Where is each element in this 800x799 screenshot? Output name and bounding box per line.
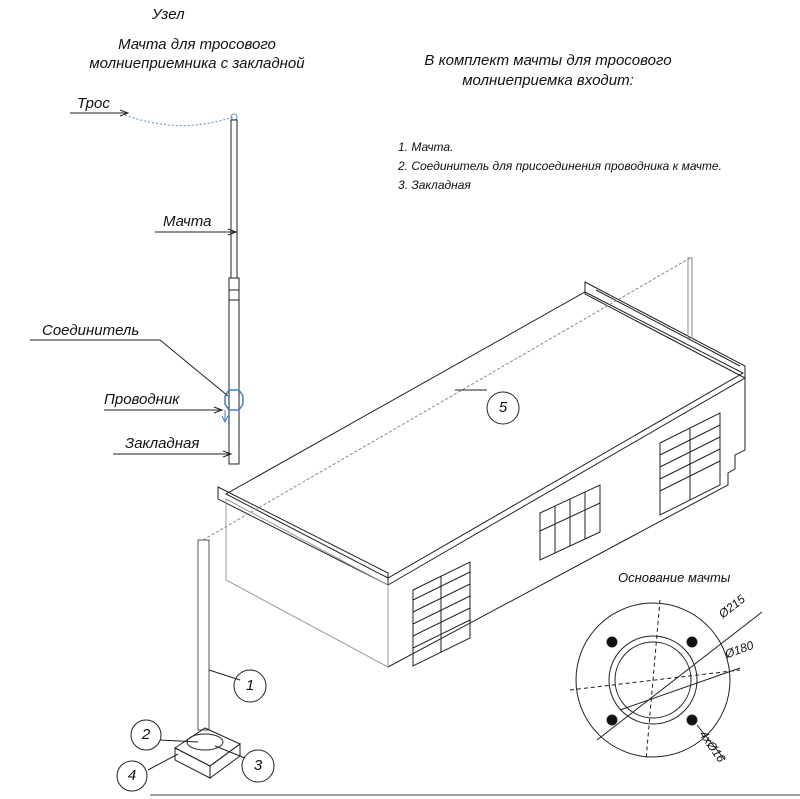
bolt-hole <box>687 715 697 725</box>
connector-clamp <box>225 390 243 410</box>
label-cable: Трос <box>77 95 110 112</box>
dim-holes: 4xØ16 <box>696 728 729 765</box>
dim-inner-diameter: Ø180 <box>723 637 756 662</box>
cable-line <box>125 115 233 126</box>
mast-lower <box>229 278 239 464</box>
base-plan <box>570 600 762 760</box>
callout-4: 4 <box>127 767 137 784</box>
callout-5: 5 <box>498 399 508 416</box>
callout-3: 3 <box>253 757 263 774</box>
kit-list <box>398 138 722 195</box>
node-subtitle-line2: молниеприемника с закладной <box>89 55 305 72</box>
dim-outer-diameter: Ø215 <box>716 591 748 622</box>
far-mast <box>688 258 692 338</box>
roof-parapet-front <box>218 487 388 585</box>
bolt-hole <box>607 637 617 647</box>
door-right <box>660 413 720 515</box>
building <box>203 258 745 667</box>
label-mast: Мачта <box>163 213 212 230</box>
kit-heading-line2: молниеприемка входит: <box>462 72 634 89</box>
callout-1: 1 <box>245 677 255 694</box>
callout-2: 2 <box>141 726 151 743</box>
kit-heading-line1: В комплект мачты для тросового <box>424 52 672 69</box>
front-wall <box>388 378 745 667</box>
roof <box>226 292 743 578</box>
kit-item: 2. Соединитель для присоединения проводника к мачте. <box>398 159 722 173</box>
base-title: Основание мачты <box>618 570 731 585</box>
roof-cable <box>203 258 690 540</box>
label-embed: Закладная <box>125 435 200 452</box>
label-connector: Соединитель <box>42 322 140 339</box>
node-subtitle-line1: Мачта для тросового <box>118 36 276 53</box>
conductor-arrow <box>222 410 228 422</box>
node-detail <box>30 110 243 464</box>
mast-upper <box>231 120 237 278</box>
window <box>540 485 600 560</box>
end-wall <box>226 499 388 667</box>
door-left <box>413 562 470 666</box>
bolt-hole <box>607 715 617 725</box>
label-conductor: Проводник <box>104 391 180 408</box>
node-title: Узел <box>152 6 185 23</box>
kit-item: 3. Закладная <box>398 178 471 192</box>
kit-item: 1. Мачта. <box>398 140 454 154</box>
bolt-hole <box>687 637 697 647</box>
near-mast <box>148 540 245 778</box>
